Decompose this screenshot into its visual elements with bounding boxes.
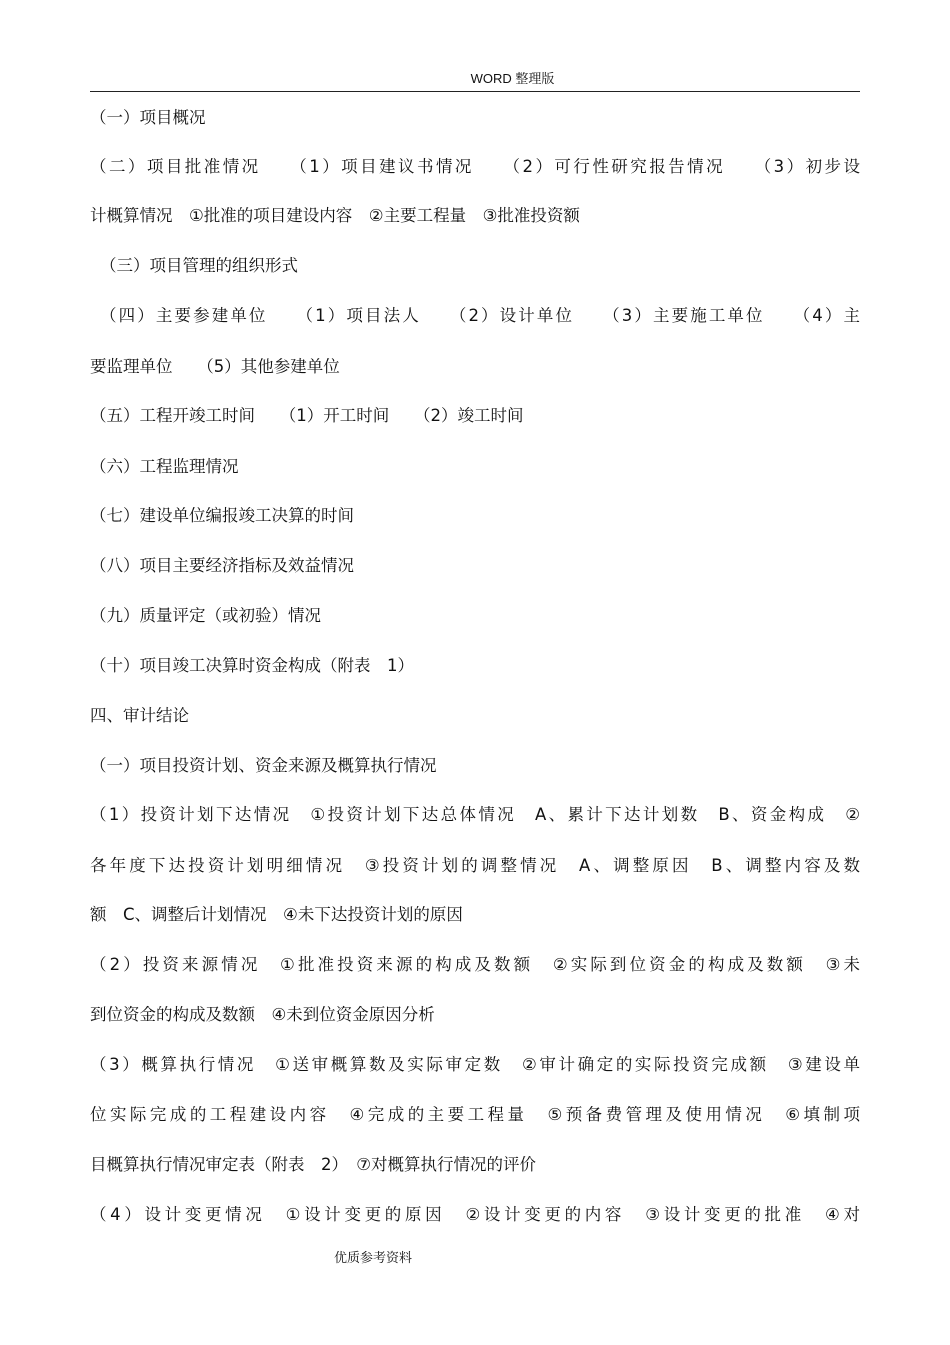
text-line: 各年度下达投资计划明细情况 ③投资计划的调整情况 A、调整原因 B、调整内容及数: [90, 856, 860, 875]
text-line: 目概算执行情况审定表（附表 2） ⑦对概算执行情况的评价: [90, 1155, 537, 1174]
text-line: （六）工程监理情况: [90, 457, 239, 476]
text-line: （四）主要参建单位 （1）项目法人 （2）设计单位 （3）主要施工单位 （4）主: [100, 306, 860, 325]
page-footer: 优质参考资料: [334, 1251, 413, 1266]
text-line: （九）质量评定（或初验）情况: [90, 606, 321, 625]
text-line: 计概算情况 ①批准的项目建设内容 ②主要工程量 ③批准投资额: [90, 206, 580, 225]
text-line: （4）设计变更情况 ①设计变更的原因 ②设计变更的内容 ③设计变更的批准 ④对: [90, 1205, 860, 1224]
page-header: [90, 66, 860, 92]
text-line: （一）项目投资计划、资金来源及概算执行情况: [90, 756, 437, 775]
header-title: WORD 整理版: [470, 71, 555, 86]
text-line: （二）项目批准情况 （1）项目建议书情况 （2）可行性研究报告情况 （3）初步设: [90, 157, 860, 176]
text-line: （十）项目竣工决算时资金构成（附表 1）: [90, 656, 414, 675]
text-line: 四、审计结论: [90, 706, 189, 725]
text-line: （3）概算执行情况 ①送审概算数及实际审定数 ②审计确定的实际投资完成额 ③建设单: [90, 1055, 860, 1074]
text-line: （一）项目概况: [90, 108, 206, 127]
text-line: （2）投资来源情况 ①批准投资来源的构成及数额 ②实际到位资金的构成及数额 ③未: [90, 955, 860, 974]
text-line: 到位资金的构成及数额 ④未到位资金原因分析: [90, 1005, 435, 1024]
text-line: 要监理单位 （5）其他参建单位: [90, 357, 340, 376]
text-line: （1）投资计划下达情况 ①投资计划下达总体情况 A、累计下达计划数 B、资金构成 ②: [90, 805, 860, 824]
text-line: （三）项目管理的组织形式: [100, 256, 298, 275]
text-line: （五）工程开竣工时间 （1）开工时间 （2）竣工时间: [90, 406, 524, 425]
text-line: 额 C、调整后计划情况 ④未下达投资计划的原因: [90, 905, 463, 924]
text-line: （八）项目主要经济指标及效益情况: [90, 556, 354, 575]
text-line: 位实际完成的工程建设内容 ④完成的主要工程量 ⑤预备费管理及使用情况 ⑥填制项: [90, 1105, 860, 1124]
text-line: （七）建设单位编报竣工决算的时间: [90, 506, 354, 525]
